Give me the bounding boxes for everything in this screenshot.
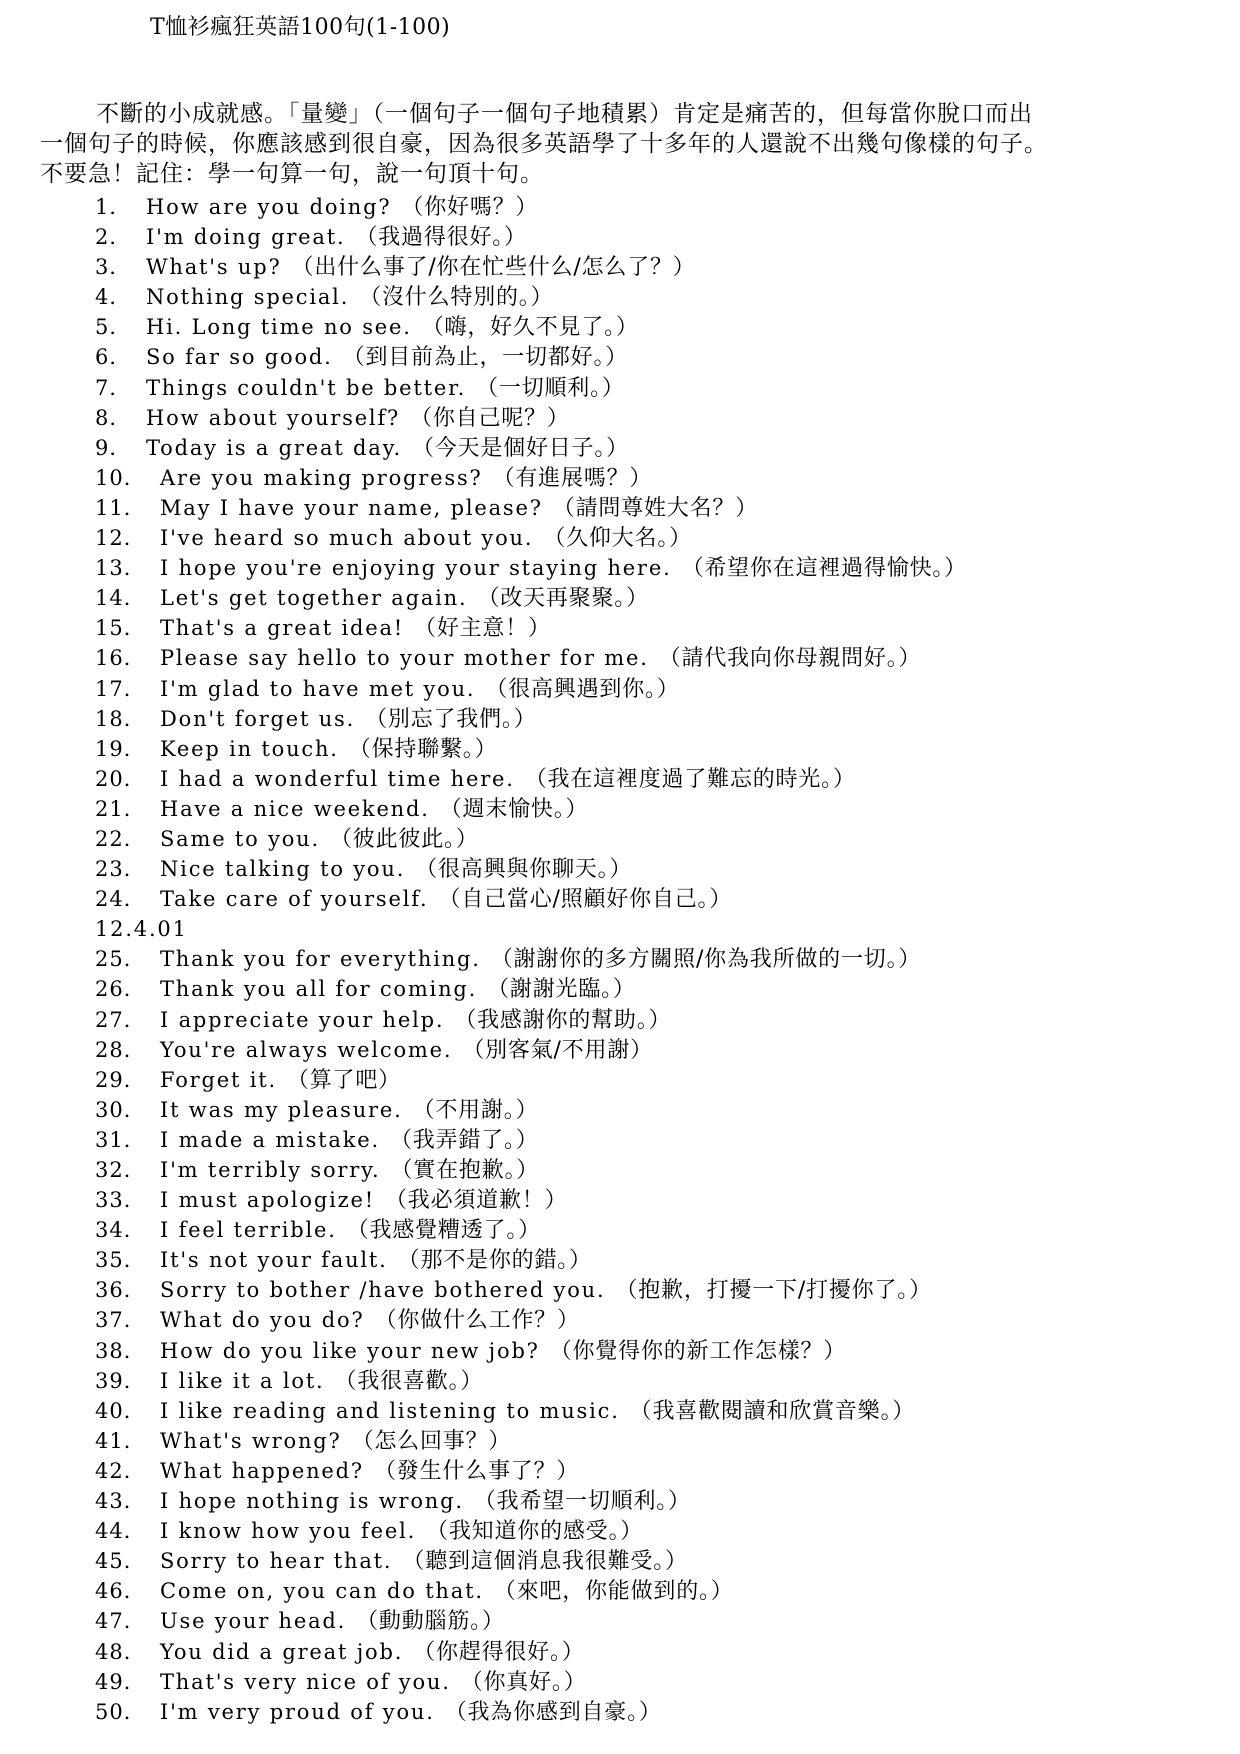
sentence-chinese: （怎么回事？） xyxy=(351,1428,512,1454)
sentence-item xyxy=(95,373,1215,403)
sentence-item xyxy=(95,794,1215,824)
sentence-item xyxy=(95,1516,1215,1546)
sentence-item xyxy=(95,463,1215,493)
sentence-chinese: （嗨，好久不見了。） xyxy=(421,315,639,341)
sentence-chinese: （我希望一切順利。） xyxy=(473,1489,691,1515)
sentence-number: 23． xyxy=(95,857,146,882)
sentence-number: 14． xyxy=(95,586,146,611)
sentence-number: 46． xyxy=(95,1579,146,1604)
sentence-chinese: （我在這裡度過了難忘的時光。） xyxy=(524,766,856,792)
sentence-item xyxy=(95,583,1215,613)
sentence-item xyxy=(95,1546,1215,1576)
sentence-number: 27． xyxy=(95,1007,146,1032)
sentence-chinese: （我很喜歡。） xyxy=(334,1368,484,1394)
sentence-chinese: （你覺得你的新工作怎樣？） xyxy=(549,1338,847,1364)
sentence-english: You're always welcome. xyxy=(160,1037,453,1062)
sentence-item xyxy=(95,1576,1215,1606)
sentence-english: So far so good. xyxy=(146,345,333,370)
sentence-english: Same to you. xyxy=(160,826,320,851)
sentence-item xyxy=(95,433,1215,463)
sentence-chinese: （一切順利。） xyxy=(476,375,625,401)
sentence-item xyxy=(95,1275,1215,1305)
sentence-number: 8． xyxy=(95,405,132,430)
sentence-english: You did a great job. xyxy=(160,1639,404,1664)
sentence-item xyxy=(95,854,1215,884)
sentence-chinese: （發生什么事了？） xyxy=(373,1458,580,1484)
sentence-english: How do you like your new job? xyxy=(160,1338,540,1363)
sentence-item xyxy=(95,1305,1215,1335)
sentence-chinese: （我弄錯了。） xyxy=(389,1127,539,1153)
sentence-item xyxy=(95,613,1215,643)
sentence-chinese: （來吧，你能做到的。） xyxy=(493,1579,734,1605)
sentence-english: May I have your name, please? xyxy=(160,495,543,520)
sentence-number: 32． xyxy=(95,1158,146,1182)
sentence-chinese: （我過得很好。） xyxy=(355,225,527,251)
sentence-english: Take care of yourself. xyxy=(160,887,429,912)
sentence-item xyxy=(95,403,1215,433)
sentence-item xyxy=(95,1155,1215,1185)
sentence-chinese: （改天再聚聚。） xyxy=(477,586,649,612)
sentence-english: That's very nice of you. xyxy=(160,1669,451,1694)
sentence-english: That's a great idea! xyxy=(160,616,405,641)
sentence-number: 4． xyxy=(95,285,132,310)
sentence-chinese: （動動腦筋。） xyxy=(356,1609,505,1635)
sentence-number: 24． xyxy=(95,887,146,912)
sentence-number: 40． xyxy=(95,1398,146,1423)
sentence-chinese: （你做什么工作？） xyxy=(374,1308,580,1334)
sentence-english: Today is a great day. xyxy=(146,435,402,460)
sentence-number: 41． xyxy=(95,1428,146,1453)
sentence-english: What's wrong? xyxy=(160,1428,342,1453)
sentence-chinese: （那不是你的錯。） xyxy=(397,1248,592,1274)
sentence-number: 13． xyxy=(95,556,146,581)
sentence-item xyxy=(95,764,1215,794)
intro-paragraph xyxy=(40,99,1215,189)
sentence-number: 37． xyxy=(95,1308,146,1333)
sentence-english: I know how you feel. xyxy=(160,1519,417,1544)
sentence-item xyxy=(95,884,1215,914)
sentence-item xyxy=(95,1637,1215,1667)
sentence-number: 3． xyxy=(95,255,132,280)
sentence-item xyxy=(95,944,1215,974)
sentence-english: I hope you're enjoying your staying here. xyxy=(160,556,672,581)
sentence-chinese: （有進展嗎？） xyxy=(492,465,653,491)
sentence-english: I like reading and listening to music. xyxy=(160,1398,620,1423)
sentence-number: 15． xyxy=(95,616,146,641)
sentence-english: I appreciate your help. xyxy=(160,1007,445,1032)
sentence-number: 18． xyxy=(95,706,146,731)
sentence-item xyxy=(95,1426,1215,1456)
sentence-chinese: （別客氣/不用謝） xyxy=(462,1037,653,1063)
sentence-chinese: （算了吧） xyxy=(286,1067,401,1093)
sentence-chinese: （保持聯繫。） xyxy=(348,736,498,762)
sentence-number: 21． xyxy=(95,796,146,821)
sentence-english: I must apologize! xyxy=(160,1188,375,1213)
sentence-number: 29． xyxy=(95,1067,146,1092)
sentence-english: What happened? xyxy=(160,1458,364,1483)
sentence-item xyxy=(95,1245,1215,1275)
sentence-english: I'm doing great. xyxy=(146,225,346,250)
sentence-number: 33． xyxy=(95,1188,146,1213)
sentence-number: 26． xyxy=(95,977,146,1002)
sentence-english: It was my pleasure. xyxy=(160,1097,403,1122)
sentence-number: 20． xyxy=(95,766,146,791)
sentence-english: Are you making progress? xyxy=(160,465,483,490)
sentence-chinese: （請問尊姓大名？） xyxy=(552,495,758,521)
sentence-number: 19． xyxy=(95,736,146,761)
sentence-number: 44． xyxy=(95,1519,146,1544)
sentence-item xyxy=(95,1697,1215,1727)
sentence-english: I made a mistake. xyxy=(160,1127,380,1152)
sentence-chinese: （我知道你的感受。） xyxy=(426,1519,644,1545)
sentence-chinese: （你自己呢？） xyxy=(410,405,570,431)
sentence-english: Nothing special. xyxy=(146,285,350,310)
sentence-english: I hope nothing is wrong. xyxy=(160,1489,464,1514)
sentence-number: 6． xyxy=(95,345,132,370)
sentence-number: 16． xyxy=(95,646,146,671)
sentence-number: 17． xyxy=(95,676,146,701)
sentence-number: 2． xyxy=(95,225,132,250)
sentence-chinese: （今天是個好日子。） xyxy=(411,435,629,461)
sentence-chinese: （你趕得很好。） xyxy=(413,1639,585,1665)
sentence-number: 22． xyxy=(95,826,146,851)
sentence-english: Don't forget us. xyxy=(160,706,356,731)
sentence-chinese: （你真好。） xyxy=(460,1669,587,1695)
sentence-item xyxy=(95,252,1215,282)
sentence-chinese: （實在抱歉。） xyxy=(390,1158,540,1183)
date-note: 12.4.01 xyxy=(95,917,188,942)
sentence-chinese: （謝謝光臨。） xyxy=(487,977,636,1003)
sentence-number: 12． xyxy=(95,526,146,551)
intro-line: 一個句子的時候，你應該感到很自豪，因為很多英語學了十多年的人還說不出幾句像樣的句子。 xyxy=(40,131,1048,157)
sentence-english: Come on, you can do that. xyxy=(160,1579,484,1604)
sentence-chinese: （希望你在這裡過得愉快。） xyxy=(681,556,967,582)
sentence-item xyxy=(95,974,1215,1004)
sentence-english: Thank you for everything. xyxy=(160,947,481,972)
sentence-chinese: （出什么事了/你在忙些什么/怎么了？） xyxy=(291,255,696,281)
intro-line: 不斷的小成就感。「量變」（一個句子一個句子地積累）肯定是痛苦的，但每當你脫口而出 xyxy=(96,101,1033,127)
sentence-chinese: （我感謝你的幫助。） xyxy=(454,1007,672,1033)
sentence-item xyxy=(95,222,1215,252)
sentence-chinese: （彼此彼此。） xyxy=(330,826,479,852)
sentence-english: Please say hello to your mother for me. xyxy=(160,646,649,671)
sentence-item xyxy=(95,1366,1215,1396)
sentence-chinese: （我為你感到自豪。） xyxy=(444,1699,662,1725)
sentence-item xyxy=(95,1215,1215,1245)
sentence-chinese: （很高興與你聊天。） xyxy=(415,857,633,883)
sentence-english: Let's get together again. xyxy=(160,586,468,611)
sentence-english: Sorry to bother /have bothered you. xyxy=(160,1278,606,1303)
sentence-item xyxy=(95,192,1215,222)
sentence-item xyxy=(95,1095,1215,1125)
sentence-chinese: （我喜歡閱讀和欣賞音樂。） xyxy=(629,1398,916,1424)
sentence-number: 5． xyxy=(95,315,132,340)
sentence-english: Sorry to hear that. xyxy=(160,1549,393,1574)
sentence-number: 9． xyxy=(95,435,132,460)
sentence-item xyxy=(95,553,1215,583)
sentence-number: 7． xyxy=(95,375,132,400)
sentence-item xyxy=(95,824,1215,854)
sentence-chinese: （到目前為止，一切都好。） xyxy=(342,345,629,371)
sentence-english: Things couldn't be better. xyxy=(146,375,467,400)
sentence-chinese: （自己當心/照顧好你自己。） xyxy=(438,887,733,913)
sentence-english: Forget it. xyxy=(160,1067,277,1092)
sentence-item xyxy=(95,1606,1215,1636)
sentence-english: How about yourself? xyxy=(146,405,401,430)
sentence-number: 28． xyxy=(95,1037,146,1062)
sentence-item xyxy=(95,1396,1215,1426)
sentence-item xyxy=(95,1035,1215,1065)
sentence-item xyxy=(95,1456,1215,1486)
sentence-number: 30． xyxy=(95,1097,146,1122)
sentence-item xyxy=(95,734,1215,764)
sentence-chinese: （你好嗎？） xyxy=(401,195,539,220)
sentence-item xyxy=(95,1065,1215,1095)
sentence-english: I've heard so much about you. xyxy=(160,526,534,551)
sentence-item xyxy=(95,1125,1215,1155)
sentence-english: Have a nice weekend. xyxy=(160,796,430,821)
sentence-number: 36． xyxy=(95,1278,146,1303)
sentence-english: Keep in touch. xyxy=(160,736,339,761)
sentence-chinese: （久仰大名。） xyxy=(543,526,692,552)
sentence-english: Use your head. xyxy=(160,1609,347,1634)
sentence-number: 31． xyxy=(95,1127,146,1152)
sentence-chinese: （週末愉快。） xyxy=(439,796,589,822)
sentence-english: How are you doing? xyxy=(146,195,392,219)
sentence-english: I feel terrible. xyxy=(160,1218,337,1243)
sentence-item xyxy=(95,1667,1215,1697)
sentence-chinese: （聽到這個消息我很難受。） xyxy=(402,1549,688,1575)
sentence-item xyxy=(95,1005,1215,1035)
sentence-english: I had a wonderful time here. xyxy=(160,766,515,791)
sentence-english: I like it a lot. xyxy=(160,1368,325,1393)
sentence-number: 43． xyxy=(95,1489,146,1514)
sentence-item xyxy=(95,342,1215,372)
sentence-number: 49． xyxy=(95,1669,146,1694)
sentence-item xyxy=(95,493,1215,523)
sentence-number: 39． xyxy=(95,1368,146,1393)
sentence-chinese: （謝謝你的多方關照/你為我所做的一切。） xyxy=(490,947,922,973)
sentence-chinese: （我必須道歉！） xyxy=(384,1188,568,1214)
sentence-item xyxy=(95,1336,1215,1366)
sentence-number: 34． xyxy=(95,1218,146,1243)
sentence-english: It's not your fault. xyxy=(160,1248,388,1273)
sentence-english: What's up? xyxy=(146,255,282,280)
sentence-english: Nice talking to you. xyxy=(160,857,406,882)
sentence-number: 42． xyxy=(95,1458,146,1483)
sentence-chinese: （抱歉，打擾一下/打擾你了。） xyxy=(615,1278,932,1304)
page-title: T恤衫瘋狂英語100句(1-100) xyxy=(150,15,451,40)
sentence-english: Thank you all for coming. xyxy=(160,977,478,1002)
sentence-number: 1． xyxy=(95,195,132,219)
sentence-number: 47． xyxy=(95,1609,146,1634)
sentence-item xyxy=(95,643,1215,673)
sentence-number: 50． xyxy=(95,1699,146,1724)
sentence-chinese: （別忘了我們。） xyxy=(365,706,537,732)
sentence-number: 25． xyxy=(95,947,146,972)
sentence-chinese: （不用謝。） xyxy=(412,1097,539,1123)
sentence-item xyxy=(95,1486,1215,1516)
sentence-chinese: （我感覺糟透了。） xyxy=(346,1218,541,1244)
sentence-english: I'm glad to have met you. xyxy=(160,676,476,701)
sentence-english: What do you do? xyxy=(160,1308,365,1333)
sentence-chinese: （沒什么特別的。） xyxy=(359,285,554,311)
sentence-number: 35． xyxy=(95,1248,146,1273)
sentence-number: 45． xyxy=(95,1549,146,1574)
sentence-item xyxy=(95,282,1215,312)
sentence-item xyxy=(95,674,1215,704)
sentence-english: I'm very proud of you. xyxy=(160,1699,435,1724)
sentence-item xyxy=(95,523,1215,553)
sentence-list xyxy=(95,192,1215,1727)
sentence-item xyxy=(95,704,1215,734)
sentence-number: 10． xyxy=(95,465,146,490)
sentence-english: I'm terribly sorry. xyxy=(160,1158,381,1182)
sentence-chinese: （請代我向你母親問好。） xyxy=(658,646,922,672)
sentence-chinese: （很高興遇到你。） xyxy=(485,676,680,702)
sentence-number: 48． xyxy=(95,1639,146,1664)
sentence-number: 38． xyxy=(95,1338,146,1363)
sentence-chinese: （好主意！） xyxy=(414,616,551,642)
sentence-number: 11． xyxy=(95,495,146,520)
sentence-english: Hi. Long time no see. xyxy=(146,315,412,340)
sentence-item xyxy=(95,1185,1215,1215)
intro-line: 不要急！記住：學一句算一句，說一句頂十句。 xyxy=(40,161,544,187)
sentence-item xyxy=(95,312,1215,342)
